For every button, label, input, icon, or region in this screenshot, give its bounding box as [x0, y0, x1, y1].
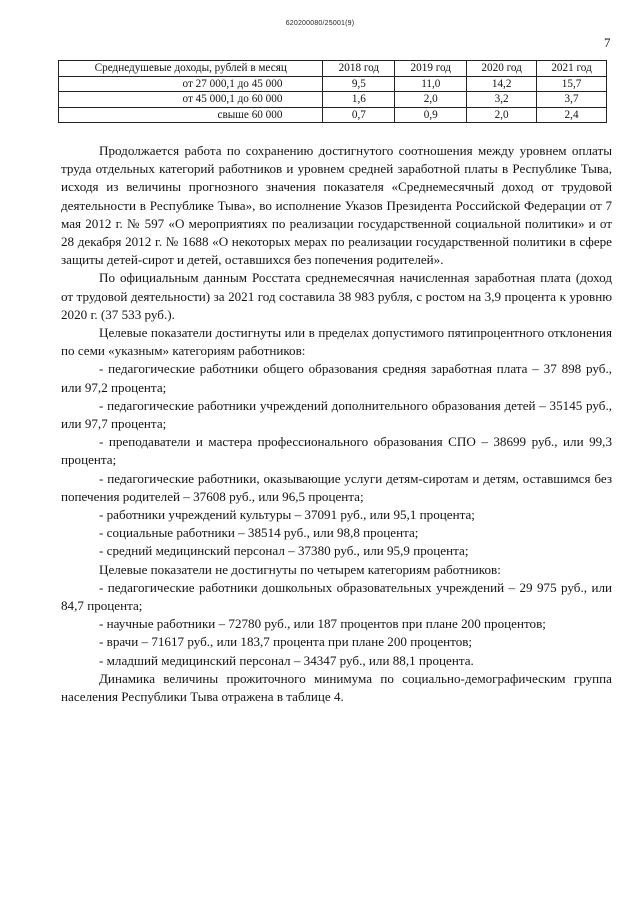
table-cell: 11,0 [395, 76, 467, 92]
list-item: - младший медицинский персонал – 34347 руб., или 88,1 процента. [99, 652, 474, 668]
paragraph-rosstat-wage: По официальным данным Росстата среднемесячная начисленная заработная плата (доход от трудовой деятельности) за 2021 год составила 38 983 рубля, с ростом на 3,9 процента к уровню 2020 г. (37 533 руб.). [61, 270, 612, 322]
table-cell: 0,7 [323, 107, 395, 123]
row-label: от 45 000,1 до 60 000 [59, 92, 323, 108]
list-item: - преподаватели и мастера профессионального образования СПО – 38699 руб., или 99,3 процента; [61, 434, 612, 468]
table-cell: 2,4 [537, 107, 607, 123]
paragraph-targets-achieved: Целевые показатели достигнуты или в пределах допустимого пятипроцентного отклонения по семи «указным» категориям работников: [61, 325, 612, 359]
table-row [59, 92, 607, 108]
column-header: Среднедушевые доходы, рублей в месяц [59, 61, 323, 77]
list-item: - педагогические работники дошкольных образовательных учреждений – 29 975 руб., или 84,7 процента; [61, 579, 612, 614]
table-cell: 2,0 [467, 107, 537, 123]
table-cell: 14,2 [467, 76, 537, 92]
paragraph-targets-not-achieved: Целевые показатели не достигнуты по четырем категориям работников: [99, 561, 501, 577]
page-number: 7 [604, 35, 611, 50]
paragraph-subsistence-minimum: Динамика величины прожиточного минимума по социально-демографическим группа населения Республики Тыва отражена в таблице 4. [61, 670, 612, 705]
column-header: 2018 год [323, 61, 395, 77]
table-cell: 15,7 [537, 76, 607, 92]
list-item: - работники учреждений культуры – 37091 руб., или 95,1 процента; [99, 507, 475, 523]
list-item: - средний медицинский персонал – 37380 руб., или 95,9 процента; [99, 543, 469, 559]
table-header-row [59, 61, 607, 77]
paragraph-wage-ratio: Продолжается работа по сохранению достигнутого соотношения между уровнем оплаты труда отдельных категорий работников и уровнем средней заработной платы в Республике Тыва, исходя из величины прогнозного значения показателя «Среднемесячный доход от трудовой деятельности в Республике Тыва», во исполнение Указов Президента Российской Федерации от 7 мая 2012 г. № 597 «О мероприятиях по реализации государственной социальной политики» и от 28 декабря 2012 г. № 1688 «О некоторых мерах по реализации государственной политики в сфере защиты детей-сирот и детей, оставшихся без попечения родителей». [61, 143, 612, 268]
table-cell: 2,0 [395, 92, 467, 108]
row-label: свыше 60 000 [59, 107, 323, 123]
list-item: - педагогические работники общего образования средняя заработная плата – 37 898 руб., или 97,2 процента; [61, 361, 612, 395]
income-distribution-table [58, 60, 607, 123]
document-body [61, 142, 612, 706]
list-item: - научные работники – 72780 руб., или 187 процентов при плане 200 процентов; [99, 616, 546, 632]
table-cell: 3,2 [467, 92, 537, 108]
column-header: 2021 год [537, 61, 607, 77]
table-row [59, 76, 607, 92]
table-cell: 9,5 [323, 76, 395, 92]
list-item: - врачи – 71617 руб., или 183,7 процента при плане 200 процентов; [99, 634, 473, 650]
document-code: 620200080/25001(9) [285, 20, 355, 27]
list-item: - педагогические работники учреждений дополнительного образования детей – 35145 руб., или 97,7 процента; [61, 397, 612, 432]
column-header: 2020 год [467, 61, 537, 77]
table-row [59, 107, 607, 123]
table-cell: 0,9 [395, 107, 467, 123]
list-item: - социальные работники – 38514 руб., или 98,8 процента; [99, 525, 419, 541]
table-cell: 3,7 [537, 92, 607, 108]
column-header: 2019 год [395, 61, 467, 77]
table-cell: 1,6 [323, 92, 395, 108]
list-item: - педагогические работники, оказывающие услуги детям-сиротам и детям, оставшимся без попечения родителей – 37608 руб., или 96,5 процента; [61, 470, 612, 504]
row-label: от 27 000,1 до 45 000 [59, 76, 323, 92]
